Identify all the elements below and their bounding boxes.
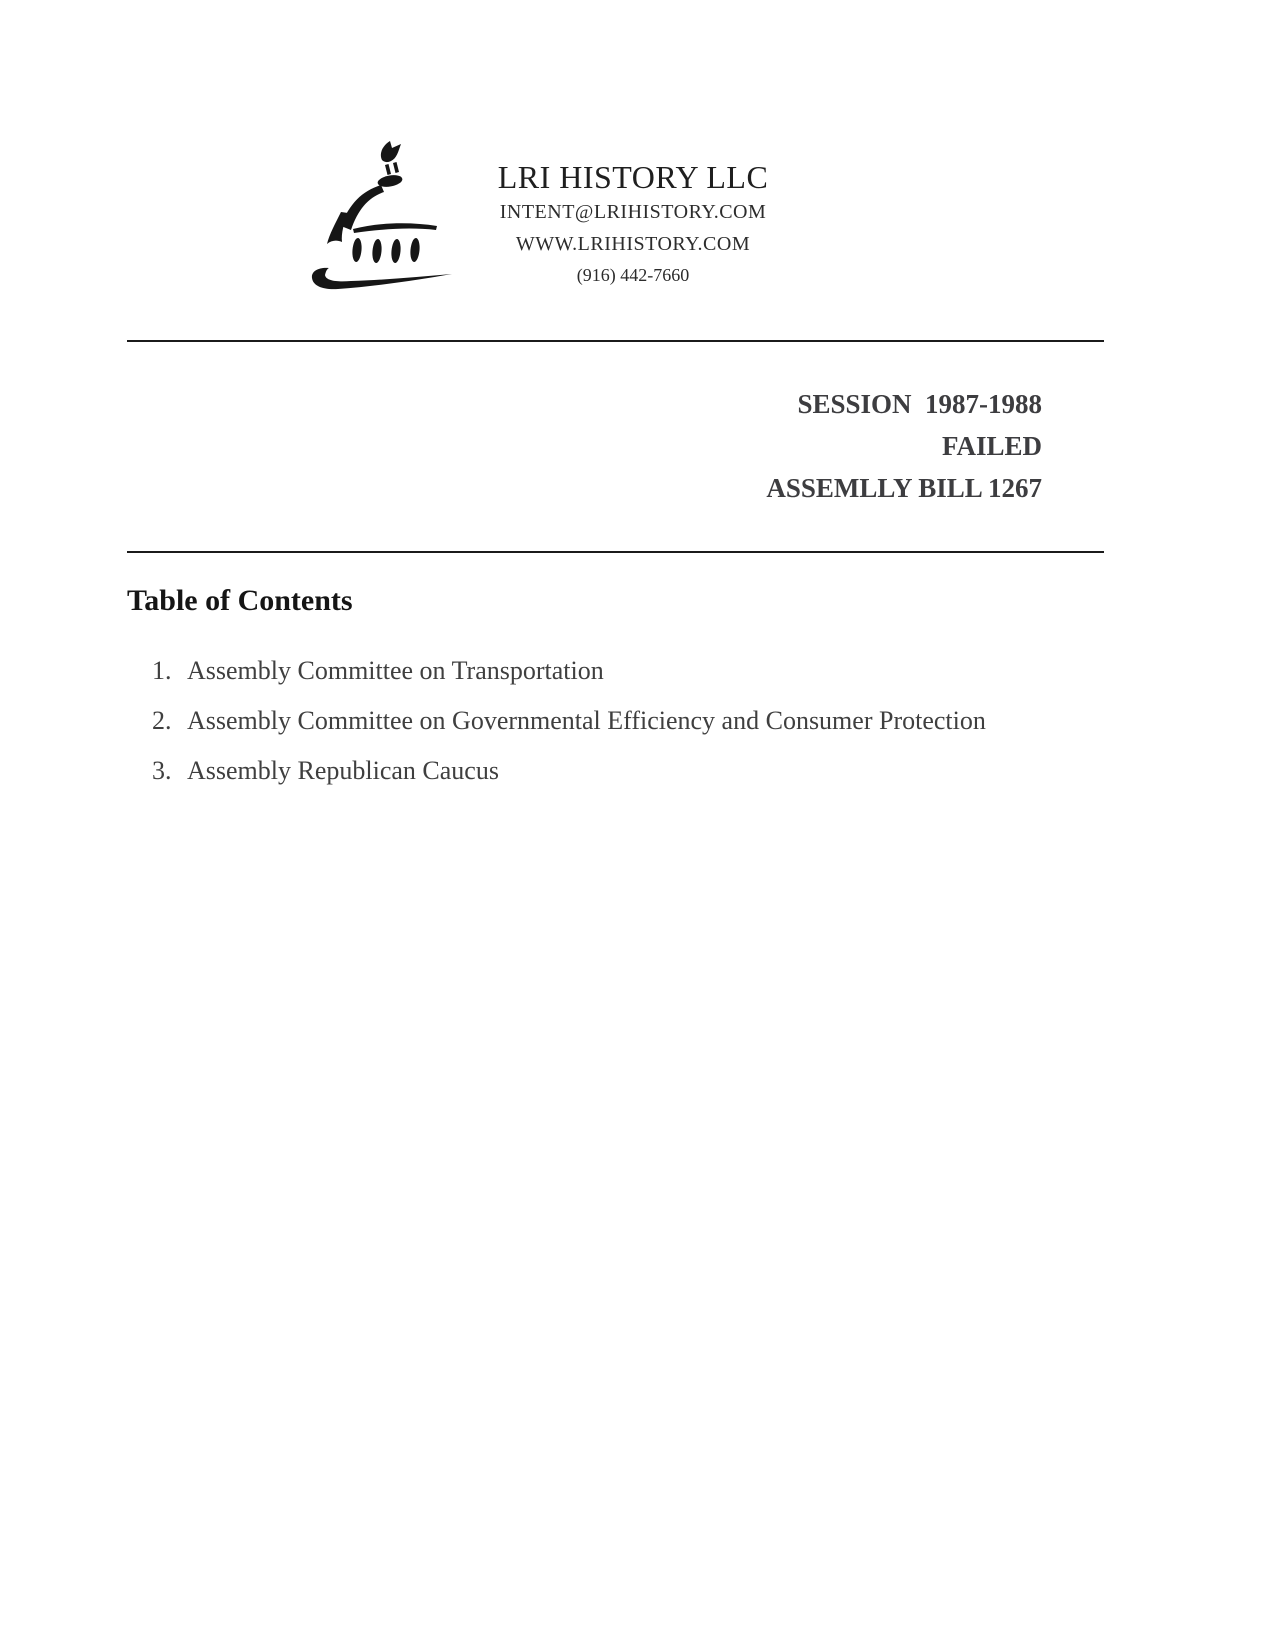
toc-item-label: Assembly Committee on Governmental Efficiency and Consumer Protection	[187, 706, 986, 735]
toc-item-number: 2.	[152, 706, 172, 735]
divider-top	[127, 340, 1104, 342]
toc-title: Table of Contents	[127, 584, 353, 617]
company-phone: (916) 442-7660	[576, 265, 690, 285]
toc-item-label: Assembly Republican Caucus	[187, 756, 499, 785]
toc-item-number: 3.	[152, 756, 172, 785]
toc-item-label: Assembly Committee on Transportation	[187, 656, 604, 685]
toc-item	[152, 696, 1152, 746]
toc-item	[152, 746, 1152, 796]
toc-list	[152, 646, 1152, 796]
bill-number: ASSEMLLY BILL 1267	[766, 473, 1042, 503]
company-website: WWW.LRIHISTORY.COM	[515, 233, 751, 255]
company-name: LRI HISTORY LLC	[497, 159, 769, 195]
session-years: SESSION 1987-1988	[797, 389, 1042, 419]
letterhead	[433, 158, 833, 290]
toc-item-number: 1.	[152, 656, 172, 685]
divider-bottom	[127, 551, 1104, 553]
company-email: INTENT@LRIHISTORY.COM	[499, 201, 767, 223]
bill-status: FAILED	[941, 431, 1042, 461]
session-block	[766, 383, 1042, 509]
toc-item	[152, 646, 1152, 696]
